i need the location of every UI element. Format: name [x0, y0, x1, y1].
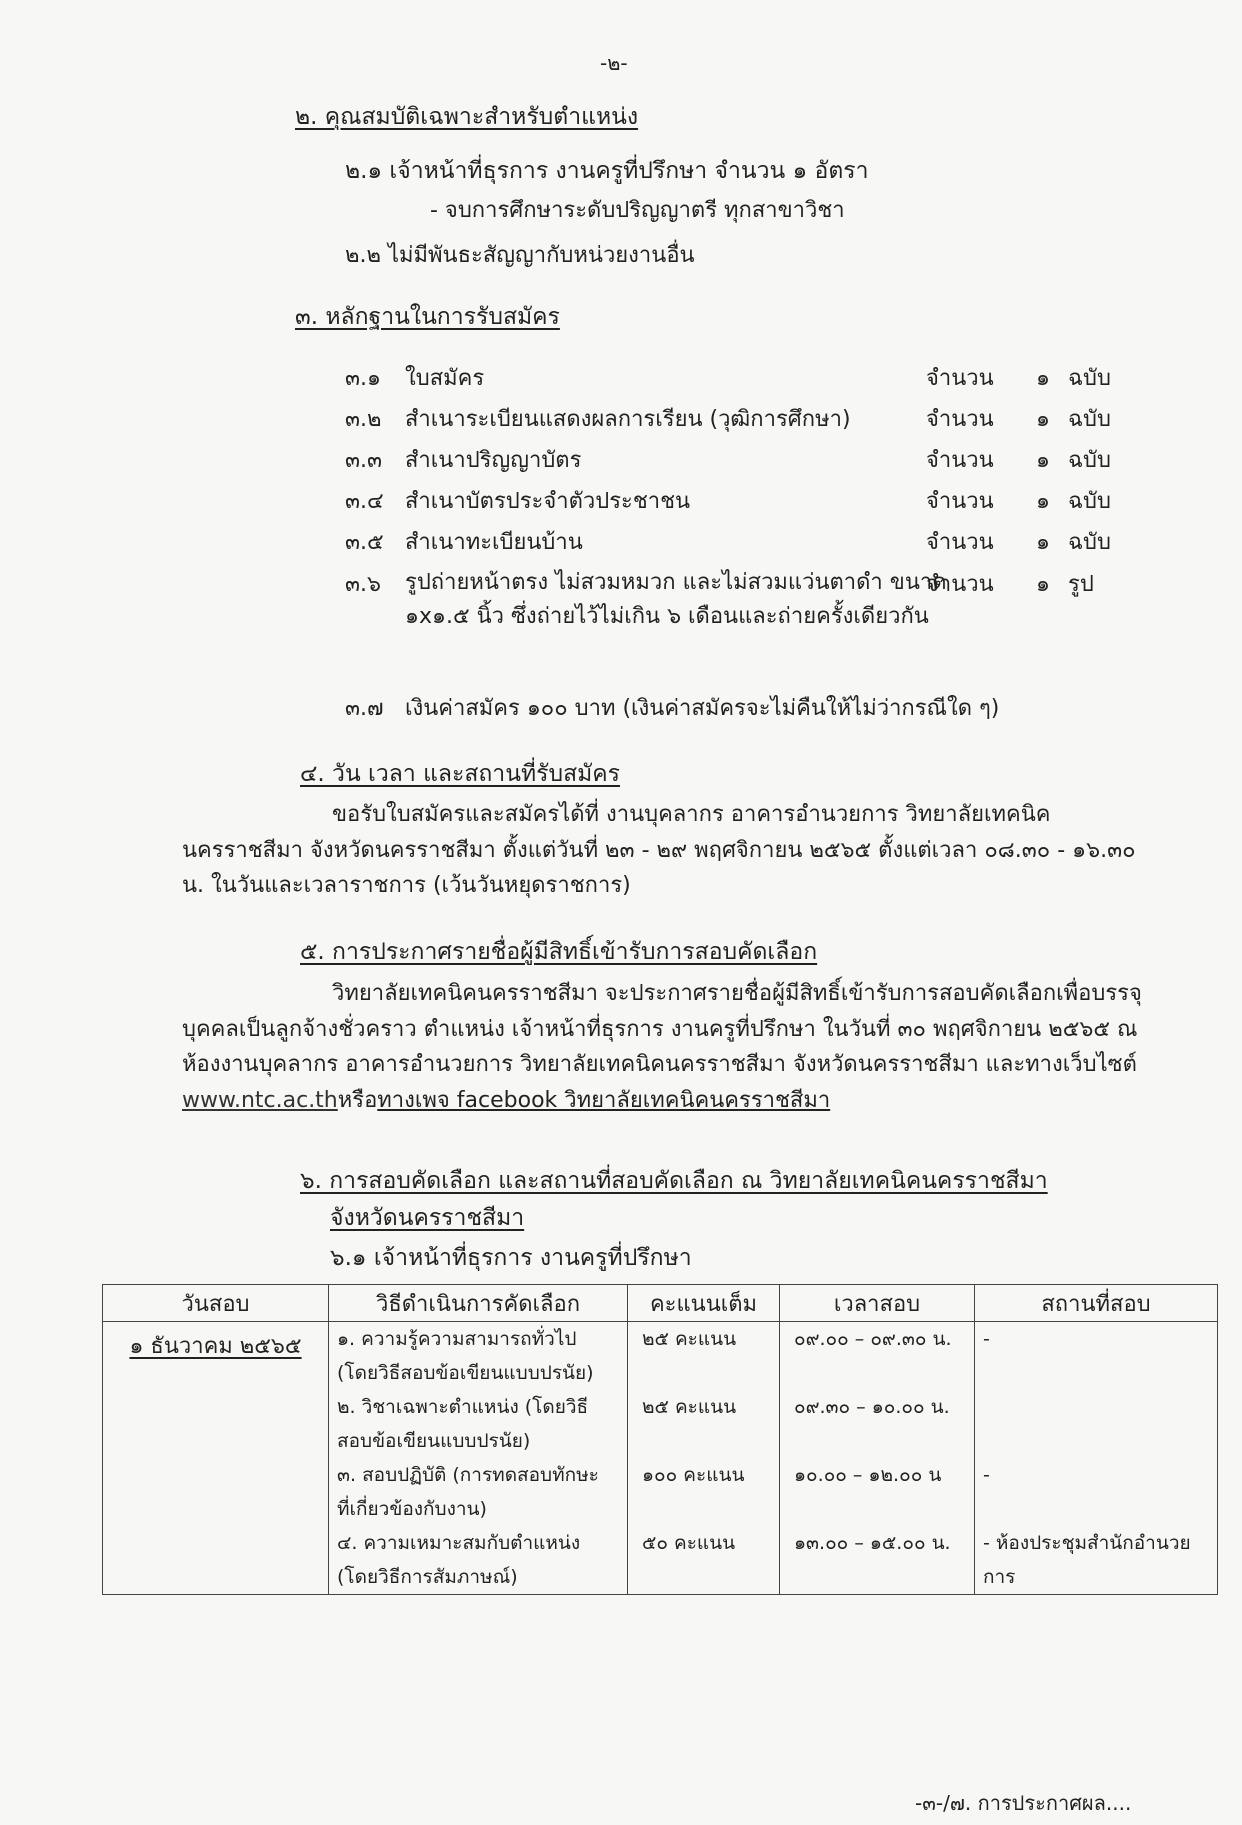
section3-heading: ๓. หลักฐานในการรับสมัคร	[295, 304, 560, 330]
item-count: ๑	[1036, 366, 1050, 391]
exam-place: -	[983, 1328, 990, 1350]
item-qty-label: จำนวน	[926, 489, 994, 514]
table-row	[103, 1390, 1218, 1458]
item-qty-label: จำนวน	[926, 572, 994, 597]
score: ๑๐๐ คะแนน	[642, 1464, 745, 1486]
document-item	[0, 690, 1242, 724]
item-qty-label: จำนวน	[926, 366, 994, 391]
score: ๕๐ คะแนน	[642, 1532, 736, 1554]
item-text: สำเนาทะเบียนบ้าน	[405, 530, 583, 555]
exam-time: ๐๙.๐๐ – ๐๙.๓๐ น.	[794, 1328, 952, 1350]
table-row	[103, 1526, 1218, 1595]
or-text: หรือ	[337, 1087, 378, 1113]
exam-place: -	[983, 1464, 990, 1486]
item-unit: รูป	[1068, 572, 1094, 597]
document-item	[0, 483, 1242, 517]
document-item	[0, 566, 1242, 676]
header-exam-date: วันสอบ	[103, 1285, 329, 1322]
page-footer: -๓-/๗. การประกาศผล....	[915, 1791, 1132, 1815]
document-item	[0, 360, 1242, 394]
section4-body: ขอรับใบสมัครและสมัครได้ที่ งานบุคลากร อาคารอำนวยการ วิทยาลัยเทคนิคนครราชสีมา จังหวัดนครราชสีมา ตั้งแต่วันที่ ๒๓ - ๒๙ พฤศจิกายน ๒๕๖๕ ตั้งแต่เวลา ๐๘.๓๐ - ๑๖.๓๐ น. ในวันและเวลาราชการ (เว้นวันหยุดราชการ)	[182, 802, 1136, 899]
item-count: ๑	[1036, 489, 1050, 514]
item-text: สำเนาบัตรประจำตัวประชาชน	[405, 489, 691, 514]
section5-body	[182, 976, 1147, 1119]
section2-item1-detail: - จบการศึกษาระดับปริญญาตรี ทุกสาขาวิชา	[430, 198, 845, 223]
item-number: ๓.๑	[345, 366, 381, 391]
score: ๒๕ คะแนน	[642, 1396, 737, 1418]
item-count: ๑	[1036, 572, 1050, 597]
item-qty-label: จำนวน	[926, 530, 994, 555]
item-qty-label: จำนวน	[926, 448, 994, 473]
header-full-score: คะแนนเต็ม	[628, 1285, 780, 1322]
item-unit: ฉบับ	[1068, 530, 1111, 555]
method-line: ที่เกี่ยวข้องกับงาน)	[337, 1498, 487, 1520]
item-text: รูปถ่ายหน้าตรง ไม่สวมหมวก และไม่สวมแว่นตาดำ ขนาด ๑x๑.๕ นิ้ว ซึ่งถ่ายไว้ไม่เกิน ๖ เดือนและถ่ายครั้งเดียวกัน	[405, 570, 947, 630]
section5-heading: ๕. การประกาศรายชื่อผู้มีสิทธิ์เข้ารับการสอบคัดเลือก	[300, 939, 818, 965]
item-text: เงินค่าสมัคร ๑๐๐ บาท (เงินค่าสมัครจะไม่คืนให้ไม่ว่ากรณีใด ๆ)	[405, 696, 1000, 721]
method-line: (โดยวิธีสอบข้อเขียนแบบปรนัย)	[337, 1362, 594, 1384]
item-unit: ฉบับ	[1068, 366, 1111, 391]
item-unit: ฉบับ	[1068, 448, 1111, 473]
exam-date: ๑ ธันวาคม ๒๕๖๕	[129, 1334, 302, 1359]
item-unit: ฉบับ	[1068, 407, 1111, 432]
section6-subheading: ๖.๑ เจ้าหน้าที่ธุรการ งานครูที่ปรึกษา	[330, 1245, 692, 1271]
item-number: ๓.๓	[345, 448, 383, 473]
table-row	[103, 1322, 1218, 1391]
item-text: สำเนาปริญญาบัตร	[405, 448, 582, 473]
item-number: ๓.๖	[345, 572, 381, 597]
document-item	[0, 524, 1242, 558]
method-line: ๒. วิชาเฉพาะตำแหน่ง (โดยวิธี	[337, 1396, 589, 1418]
item-number: ๓.๔	[345, 489, 384, 514]
item-text: ใบสมัคร	[405, 366, 485, 391]
method-line: (โดยวิธีการสัมภาษณ์)	[337, 1566, 518, 1588]
section5-body-text: วิทยาลัยเทคนิคนครราชสีมา จะประกาศรายชื่อผู้มีสิทธิ์เข้ารับการสอบคัดเลือกเพื่อบรรจุบุคคลเป็นลูกจ้างชั่วคราว ตำแหน่ง เจ้าหน้าที่ธุรการ งานครูที่ปรึกษา ในวันที่ ๓๐ พฤศจิกายน ๒๕๖๕ ณ ห้องงานบุคลากร อาคารอำนวยการ วิทยาลัยเทคนิคนครราชสีมา จังหวัดนครราชสีมา และทางเว็บไซต์	[182, 981, 1142, 1078]
item-count: ๑	[1036, 407, 1050, 432]
item-number: ๓.๒	[345, 407, 382, 432]
header-method: วิธีดำเนินการคัดเลือก	[329, 1285, 628, 1322]
header-exam-time: เวลาสอบ	[780, 1285, 975, 1322]
item-text: สำเนาระเบียนแสดงผลการเรียน (วุฒิการศึกษา)	[405, 407, 851, 432]
method-line: ๔. ความเหมาะสมกับตำแหน่ง	[337, 1532, 581, 1554]
section2-heading: ๒. คุณสมบัติเฉพาะสำหรับตำแหน่ง	[295, 104, 639, 130]
section2-item2: ๒.๒ ไม่มีพันธะสัญญากับหน่วยงานอื่น	[345, 243, 695, 268]
item-unit: ฉบับ	[1068, 489, 1111, 514]
exam-time: ๑๐.๐๐ – ๑๒.๐๐ น	[794, 1464, 942, 1486]
website-link[interactable]: www.ntc.ac.th	[182, 1087, 338, 1113]
method-line: ๑. ความรู้ความสามารถทั่วไป	[337, 1328, 577, 1350]
method-line: ๓. สอบปฏิบัติ (การทดสอบทักษะ	[337, 1464, 599, 1486]
document-item	[0, 442, 1242, 476]
method-line: สอบข้อเขียนแบบปรนัย)	[337, 1430, 531, 1452]
exam-time: ๑๓.๐๐ – ๑๕.๐๐ น.	[794, 1532, 951, 1554]
document-item	[0, 401, 1242, 435]
score: ๒๕ คะแนน	[642, 1328, 737, 1350]
table-header-row	[103, 1285, 1218, 1322]
table-row	[103, 1458, 1218, 1526]
page-number: -๒-	[600, 51, 628, 75]
section6-heading: ๖. การสอบคัดเลือก และสถานที่สอบคัดเลือก ณ วิทยาลัยเทคนิคนครราชสีมา	[300, 1168, 1048, 1194]
item-count: ๑	[1036, 530, 1050, 555]
section2-item1: ๒.๑ เจ้าหน้าที่ธุรการ งานครูที่ปรึกษา จำนวน ๑ อัตรา	[345, 158, 869, 184]
section4-heading: ๔. วัน เวลา และสถานที่รับสมัคร	[300, 761, 621, 787]
item-qty-label: จำนวน	[926, 407, 994, 432]
header-exam-place: สถานที่สอบ	[975, 1285, 1218, 1322]
item-number: ๓.๗	[345, 696, 384, 721]
exam-place: - ห้องประชุมสำนักอำนวยการ	[983, 1532, 1191, 1588]
exam-schedule-table	[102, 1284, 1218, 1595]
item-count: ๑	[1036, 448, 1050, 473]
facebook-page-link[interactable]: ทางเพจ facebook วิทยาลัยเทคนิคนครราชสีมา	[377, 1087, 831, 1113]
item-number: ๓.๕	[345, 530, 384, 555]
exam-time: ๐๙.๓๐ – ๑๐.๐๐ น.	[794, 1396, 950, 1418]
section6-heading-line2: จังหวัดนครราชสีมา	[330, 1205, 525, 1231]
